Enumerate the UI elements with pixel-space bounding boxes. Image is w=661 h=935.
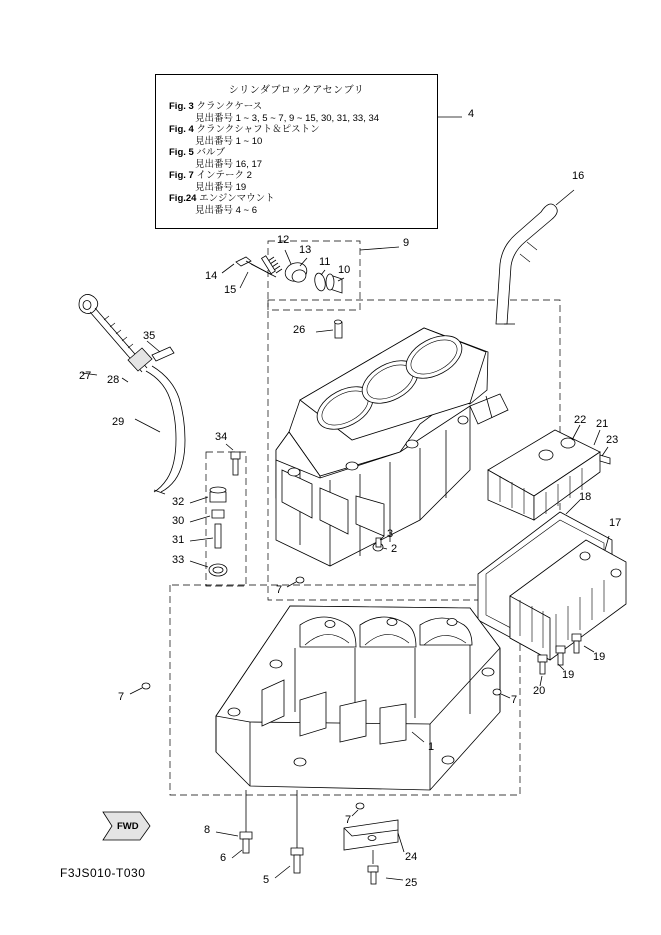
callout-12: 12 — [277, 234, 290, 246]
callout-10: 10 — [338, 264, 351, 276]
callout-26: 26 — [293, 324, 306, 336]
callout-16: 16 — [572, 170, 585, 182]
callout-29: 29 — [112, 416, 125, 428]
callout-2: 2 — [391, 543, 398, 555]
part-24-bracket — [344, 820, 404, 884]
callout-8: 8 — [204, 824, 211, 836]
legend-sub: 見出番号 19 — [195, 181, 247, 193]
legend-name: バルブ — [196, 147, 225, 158]
callout-33: 33 — [172, 554, 185, 566]
legend-name: クランクケース — [196, 101, 263, 112]
callout-27: 27 — [79, 370, 92, 382]
callout-22: 22 — [574, 414, 587, 426]
legend-fig: Fig. 4 — [169, 124, 194, 135]
legend-sub: 見出番号 16, 17 — [195, 158, 263, 170]
callout-19-a: 19 — [593, 651, 606, 663]
callout-20: 20 — [533, 685, 546, 697]
legend-name: インテーク 2 — [196, 170, 252, 181]
callout-31: 31 — [172, 534, 185, 546]
callout-5: 5 — [263, 874, 270, 886]
legend-fig: Fig. 3 — [169, 101, 194, 112]
callout-9: 9 — [403, 237, 410, 249]
fwd-label: FWD — [117, 821, 139, 832]
parts-30-33 — [190, 444, 240, 576]
callout-14: 14 — [205, 270, 218, 282]
legend-name: クランクシャフト＆ピストン — [196, 124, 320, 135]
legend-title: シリンダブロックアセンブリ — [228, 85, 365, 96]
legend-fig: Fig. 5 — [169, 147, 194, 158]
callout-23: 23 — [606, 434, 619, 446]
callout-11: 11 — [319, 256, 331, 268]
legend-sub: 見出番号 4 ~ 6 — [195, 204, 258, 216]
callout-17: 17 — [609, 517, 622, 529]
callout-24: 24 — [405, 851, 418, 863]
part-27-dipstick — [79, 294, 185, 494]
callout-19-b: 19 — [562, 669, 575, 681]
callout-4: 4 — [468, 108, 475, 120]
callout-21: 21 — [596, 418, 609, 430]
part-code: F3JS010-T030 — [60, 866, 146, 880]
part-26-pin — [316, 320, 342, 338]
callout-32: 32 — [172, 496, 185, 508]
callout-35: 35 — [143, 330, 156, 342]
callout-18: 18 — [579, 491, 592, 503]
legend-name: エンジンマウント — [199, 193, 275, 204]
intake-cover-assembly — [478, 425, 626, 686]
callout-34: 34 — [215, 431, 228, 443]
bolts-5-6-8 — [216, 790, 303, 878]
legend-fig: Fig. 7 — [169, 170, 194, 181]
crankcase-part-1 — [216, 606, 500, 790]
callout-6: 6 — [220, 852, 227, 864]
callout-7-d: 7 — [345, 814, 352, 826]
callout-3: 3 — [387, 528, 394, 540]
callout-28: 28 — [107, 374, 120, 386]
callout-7-b: 7 — [118, 691, 125, 703]
callout-25: 25 — [405, 877, 418, 889]
legend-sub: 見出番号 1 ~ 10 — [195, 135, 263, 147]
callout-7-a: 7 — [276, 584, 283, 596]
part-16-hose — [496, 190, 574, 324]
callout-1: 1 — [428, 741, 435, 753]
callout-30: 30 — [172, 515, 185, 527]
legend-sub: 見出番号 1 ~ 3, 5 ~ 7, 9 ~ 15, 30, 31, 33, 34 — [195, 112, 380, 124]
callout-7-c: 7 — [511, 694, 518, 706]
legend-fig: Fig.24 — [169, 193, 197, 204]
callout-13: 13 — [299, 244, 312, 256]
callout-15: 15 — [224, 284, 237, 296]
